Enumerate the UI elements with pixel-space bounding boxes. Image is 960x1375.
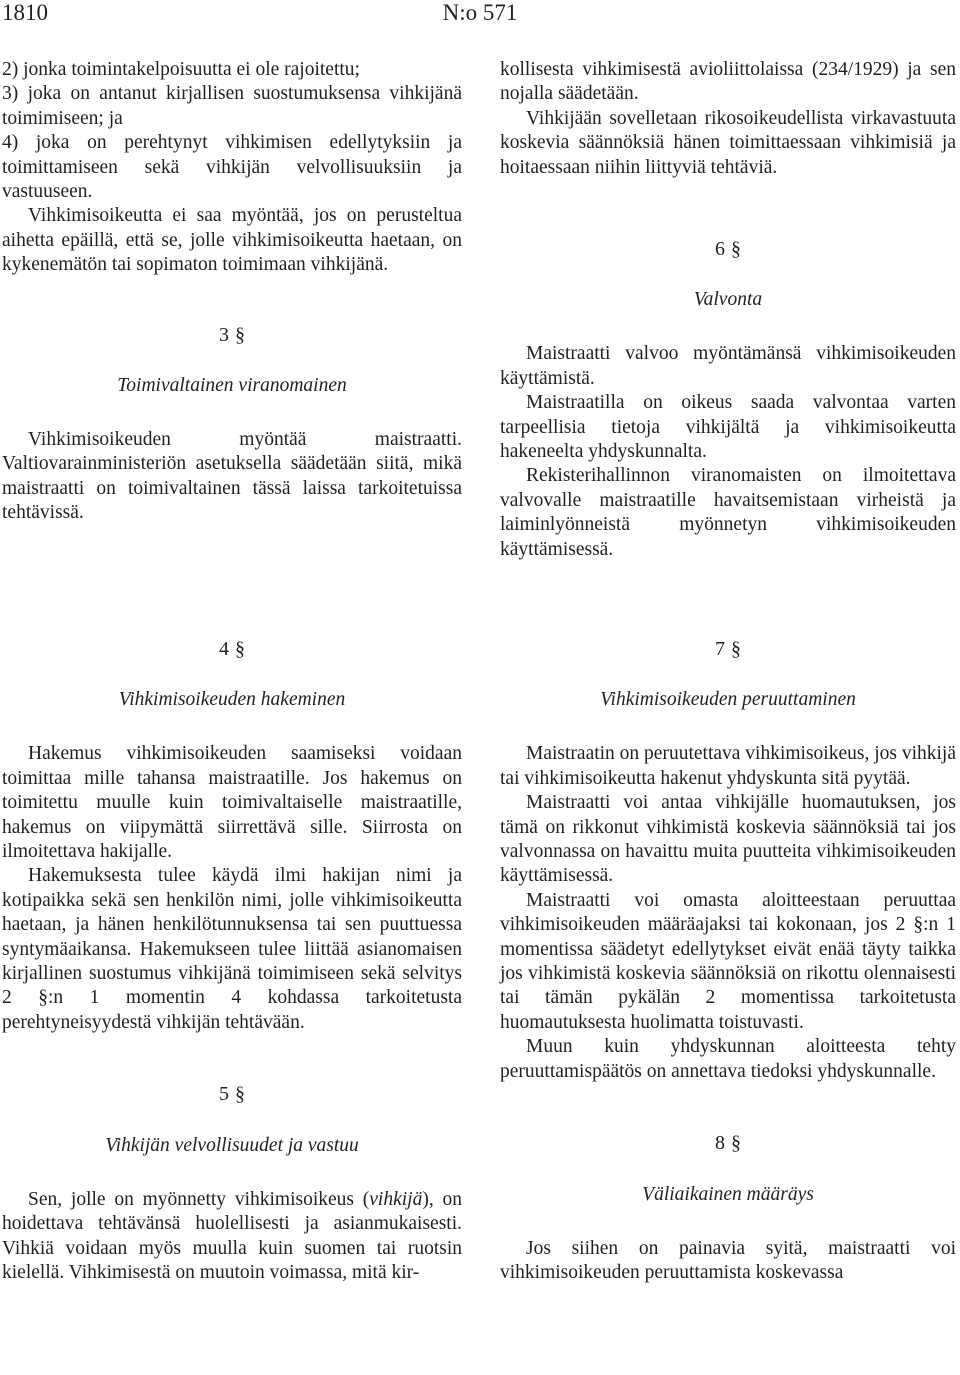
statute-number: N:o 571 (442, 0, 518, 25)
list-item: 4) joka on perehtynyt vihkimisen edellytyksiin ja toimittamiseen sekä vihkijän velvollisuuksiin ja vastuuseen. (2, 132, 462, 203)
page-header (0, 0, 960, 34)
top-left-column (2, 58, 462, 526)
paragraph: Muun kuin yhdyskunnan aloitteesta tehty peruuttamispäätös on annettava tiedoksi yhdyskunnalle. (500, 1036, 956, 1082)
section-number: 3 (219, 323, 229, 346)
paragraph: Maistraatti valvoo myöntämänsä vihkimisoikeuden käyttämistä. (500, 343, 956, 389)
list-item: 2) jonka toimintakelpoisuutta ei ole rajoitettu; (2, 59, 360, 80)
section-title: Vihkimisoikeuden peruuttaminen (600, 689, 856, 711)
page-number: 1810 (2, 0, 48, 25)
paragraph: Maistraatilla on oikeus saada valvontaa varten tarpeellisia tietoja vihkijältä ja vihkimisoikeutta hakeneelta yhdyskunnalta. (500, 392, 956, 463)
section-number: 8 (715, 1132, 725, 1155)
section-sign: § (235, 638, 245, 660)
section-number: 7 (715, 638, 725, 660)
top-right-column (500, 58, 956, 562)
paragraph: Maistraatti voi antaa vihkijälle huomautuksen, jos tämä on rikkonut vihkimistä koskevia säännöksiä tai jos valvonnassa on havaittu muita puutteita vihkimisoikeuden käyttämisessä. (500, 792, 956, 887)
section-sign: § (731, 1132, 741, 1155)
paragraph-text: ), on hoidettava tehtävänsä huolellisesti ja asianmukaisesti. Vihkiä voidaan myös muulla kuin suomen tai ruotsin kielellä. Vihkimisestä on muutoin voimassa, mitä kir- (2, 1188, 462, 1283)
paragraph: Jos siihen on painavia syitä, maistraatti voi vihkimisoikeuden peruuttamista koskevassa (500, 1237, 956, 1283)
paragraph-continuation: kollisesta vihkimisestä avioliittolaissa (234/1929) ja sen nojalla säädetään. (500, 59, 956, 105)
paragraph: Maistraatin on peruutettava vihkimisoikeus, jos vihkijä tai vihkimisoikeutta hakenut yhdyskunta sitä pyytää. (500, 743, 957, 789)
paragraph: Maistraatti voi omasta aloitteestaan peruuttaa vihkimisoikeuden määräajaksi tai kokonaan, jos 2 §:n 1 momentissa säädetyt edellytykset eivät enää täyty taikka jos vihkimistä koskevia säännöksiä on rikottu olennaisesti tai tämän pykälän 2 momentissa tarkoitetusta huomautuksesta huolimatta toistuvasti. (500, 889, 956, 1033)
paragraph-text: Sen, jolle on myönnetty vihkimisoikeus ( (28, 1188, 370, 1210)
list-item: 3) joka on antanut kirjallisen suostumuksensa vihkijänä toimimiseen; ja (2, 83, 462, 129)
section-sign: § (731, 638, 741, 660)
section-heading-7 (500, 636, 956, 662)
paragraph: Rekisterihallinnon viranomaisten on ilmoitettava valvovalle maistraatille havaitsemistaan virheistä ja laiminlyönneistä myönnetyn vihkimisoikeuden käyttämisessä. (500, 465, 956, 560)
section-heading-8 (500, 1130, 956, 1156)
section-title: Väliaikainen määräys (642, 1183, 814, 1205)
paragraph: Hakemuksesta tulee käydä ilmi hakijan nimi ja kotipaikka sekä sen henkilön nimi, jolle vihkimisoikeutta haetaan, ja hänen henkilötunnuksensa tai sen puuttuessa syntymäaikansa. Hakemukseen tulee liittää asianomaisen kirjallinen suostumus vihkijänä toimimiseen sekä selvitys 2 §:n 1 momentin 4 kohdassa tarkoitetusta perehtyneisyydestä vihkijän tehtävään. (2, 865, 462, 1033)
section-heading-5 (2, 1081, 462, 1107)
section-heading-6 (500, 236, 956, 262)
section-title: Valvonta (693, 289, 763, 311)
section-number: 4 (219, 638, 229, 660)
section-sign: § (235, 323, 245, 346)
defined-term: vihkijä (369, 1188, 423, 1210)
section-sign: § (235, 1083, 245, 1106)
section-heading-4 (2, 636, 462, 662)
paragraph: Vihkimisoikeutta ei saa myöntää, jos on perusteltua aihetta epäillä, että se, jolle vihkimisoikeutta haetaan, on kykenemätön tai sopimaton toimimaan vihkijänä. (2, 205, 462, 276)
bottom-right-column (500, 628, 956, 1285)
paragraph: Hakemus vihkimisoikeuden saamiseksi voidaan toimittaa mille tahansa maistraatille. Jos hakemus on toimitettu muulle kuin toimivaltaiselle maistraatille, hakemus on viipymättä siirrettävä sille. Siirrosta on ilmoitettava hakijalle. (2, 743, 462, 863)
section-title: Vihkijän velvollisuudet ja vastuu (105, 1134, 359, 1156)
section-title: Toimivaltainen viranomainen (117, 375, 347, 397)
paragraph: Vihkijään sovelletaan rikosoikeudellista virkavastuuta koskevia säännöksiä hänen toimittaessaan vihkimisiä ja hoitaessaan niihin liittyviä tehtäviä. (500, 107, 956, 178)
section-number: 6 (715, 238, 725, 261)
section-title: Vihkimisoikeuden hakeminen (118, 689, 346, 711)
section-sign: § (731, 238, 741, 261)
bottom-left-column (2, 628, 462, 1285)
paragraph (2, 1188, 462, 1286)
section-number: 5 (219, 1083, 229, 1106)
section-heading-3 (2, 322, 462, 348)
paragraph: Vihkimisoikeuden myöntää maistraatti. Valtiovarainministeriön asetuksella säädetään siitä, mikä maistraatti on toimivaltainen tässä laissa tarkoitetuissa tehtävissä. (2, 429, 462, 524)
